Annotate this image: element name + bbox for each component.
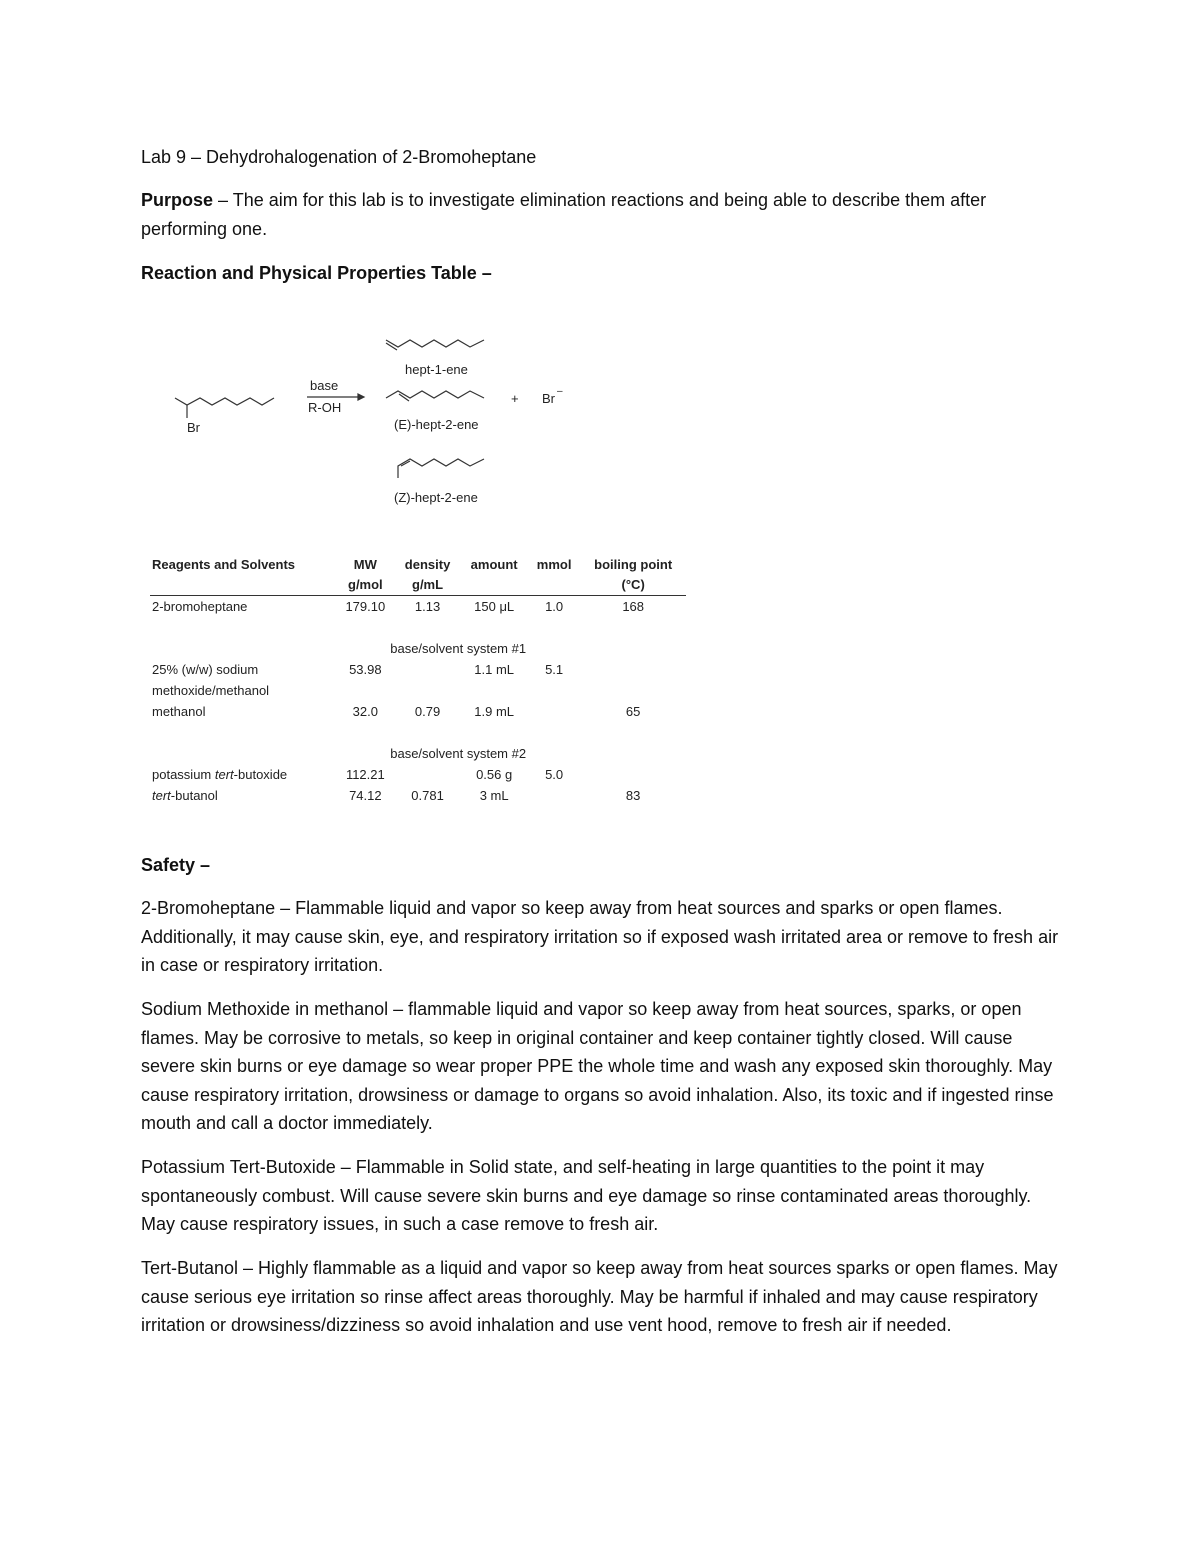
- cell-amount: 1.1 mL: [474, 662, 515, 677]
- cell-amount: 3 mL: [479, 788, 509, 803]
- table-header-row: [150, 555, 686, 596]
- reaction-scheme: [150, 320, 750, 520]
- table-row: [150, 596, 686, 618]
- bromide-label: Br: [542, 391, 555, 406]
- cell-bp: 83: [625, 788, 641, 803]
- product3-skeleton: [398, 459, 484, 478]
- cell-density: 1.13: [414, 599, 441, 614]
- cell-mw: 53.98: [349, 662, 382, 677]
- cell-density: 0.79: [414, 704, 441, 719]
- properties-table: [150, 555, 686, 806]
- header-mmol: mmol: [536, 557, 572, 572]
- purpose-label: Purpose: [141, 190, 214, 210]
- reagent-base-label: base: [310, 378, 339, 393]
- header-bp: boiling point (°C): [594, 557, 673, 592]
- table-row: [150, 659, 686, 701]
- safety-paragraph-potassium-tert-butoxide: Potassium Tert-Butoxide – Flammable in Solid state, and self-heating in large quantities to the point it may spontaneously combust. Will cause severe skin burns and eye damage so rinse contaminated areas thoroughly. May cause respiratory issues, in such a case remove to fresh air.: [141, 1157, 1032, 1234]
- system-row: [150, 722, 686, 764]
- safety-paragraph-tert-butanol: Tert-Butanol – Highly flammable as a liquid and vapor so keep away from heat sources sparks or open flames. May cause serious eye irritation so rinse affect areas thoroughly. May be harmful if inhaled and may cause respiratory irritation or drowsiness/dizziness so avoid inhalation and use vent hood, remove to fresh air if needed.: [141, 1258, 1058, 1335]
- plus-sign: +: [511, 391, 519, 406]
- cell-mw: 112.21: [345, 767, 385, 782]
- system1-label: base/solvent system #1: [390, 641, 527, 656]
- cell-mmol: [528, 701, 580, 722]
- cell-name: tert-butanol: [152, 788, 218, 803]
- header-amount: amount: [470, 557, 518, 572]
- cell-mw: 32.0: [352, 704, 378, 719]
- product1-label: hept-1-ene: [405, 362, 468, 377]
- cell-mmol: 1.0: [545, 599, 564, 614]
- purpose-text: – The aim for this lab is to investigate elimination reactions and being able to describe them after performing one.: [141, 190, 987, 239]
- system-row: [150, 617, 686, 659]
- safety-paragraph-sodium-methoxide: Sodium Methoxide in methanol – flammable liquid and vapor so keep away from heat sources, sparks, or open flames. May be corrosive to metals, so keep in original container and keep container tightly closed. Will cause severe skin burns or eye damage so wear proper PPE the whole time and wash any exposed skin thoroughly. May cause respiratory irritation, drowsiness or damage to organs so avoid inhalation. Also, its toxic and if ingested rinse mouth and call a doctor immediately.: [141, 999, 1054, 1133]
- cell-amount: 0.56 g: [476, 767, 513, 782]
- reactant-br-label: Br: [187, 420, 200, 435]
- cell-amount: 1.9 mL: [474, 704, 515, 719]
- cell-mw: 179.10: [345, 599, 386, 614]
- header-density: density g/mL: [404, 557, 451, 592]
- cell-mmol: 5.1: [545, 662, 564, 677]
- product1-skeleton: [386, 340, 484, 347]
- cell-density: 0.781: [411, 788, 444, 803]
- cell-bp: 65: [625, 704, 641, 719]
- reaction-heading: Reaction and Physical Properties Table –: [141, 263, 492, 283]
- table-row: [150, 785, 686, 806]
- product3-label: (Z)-hept-2-ene: [394, 490, 478, 505]
- table-row: [150, 764, 686, 785]
- reactant-skeleton: [175, 398, 274, 405]
- header-mw: MW g/mol: [348, 557, 383, 592]
- cell-name: 2-bromoheptane: [152, 599, 248, 614]
- safety-heading: Safety –: [141, 855, 211, 875]
- cell-bp: [580, 659, 686, 701]
- reagent-solvent-label: R-OH: [308, 400, 342, 415]
- safety-paragraph-bromoheptane: 2-Bromoheptane – Flammable liquid and vapor so keep away from heat sources and sparks or open flames. Additionally, it may cause skin, eye, and respiratory irritation so if exposed wash irritated area or remove to fresh air in case or respiratory irritation.: [141, 898, 1059, 975]
- header-name: Reagents and Solvents: [152, 557, 296, 572]
- bromide-charge: –: [557, 386, 563, 397]
- cell-density: [395, 764, 461, 785]
- cell-mw: 74.12: [349, 788, 382, 803]
- product2-label: (E)-hept-2-ene: [394, 417, 479, 432]
- table-row: [150, 701, 686, 722]
- purpose-paragraph: [141, 186, 1066, 243]
- system2-label: base/solvent system #2: [390, 746, 527, 761]
- cell-mmol: [528, 785, 580, 806]
- cell-name: potassium tert-butoxide: [152, 767, 288, 782]
- cell-amount: 150 μL: [474, 599, 515, 614]
- cell-bp: [580, 764, 686, 785]
- document-title: Lab 9 – Dehydrohalogenation of 2-Bromoheptane: [141, 147, 537, 167]
- cell-name: 25% (w/w) sodium methoxide/methanol: [152, 662, 270, 698]
- cell-mmol: 5.0: [545, 767, 564, 782]
- cell-name: methanol: [152, 704, 206, 719]
- cell-bp: 168: [622, 599, 645, 614]
- cell-density: [395, 659, 461, 701]
